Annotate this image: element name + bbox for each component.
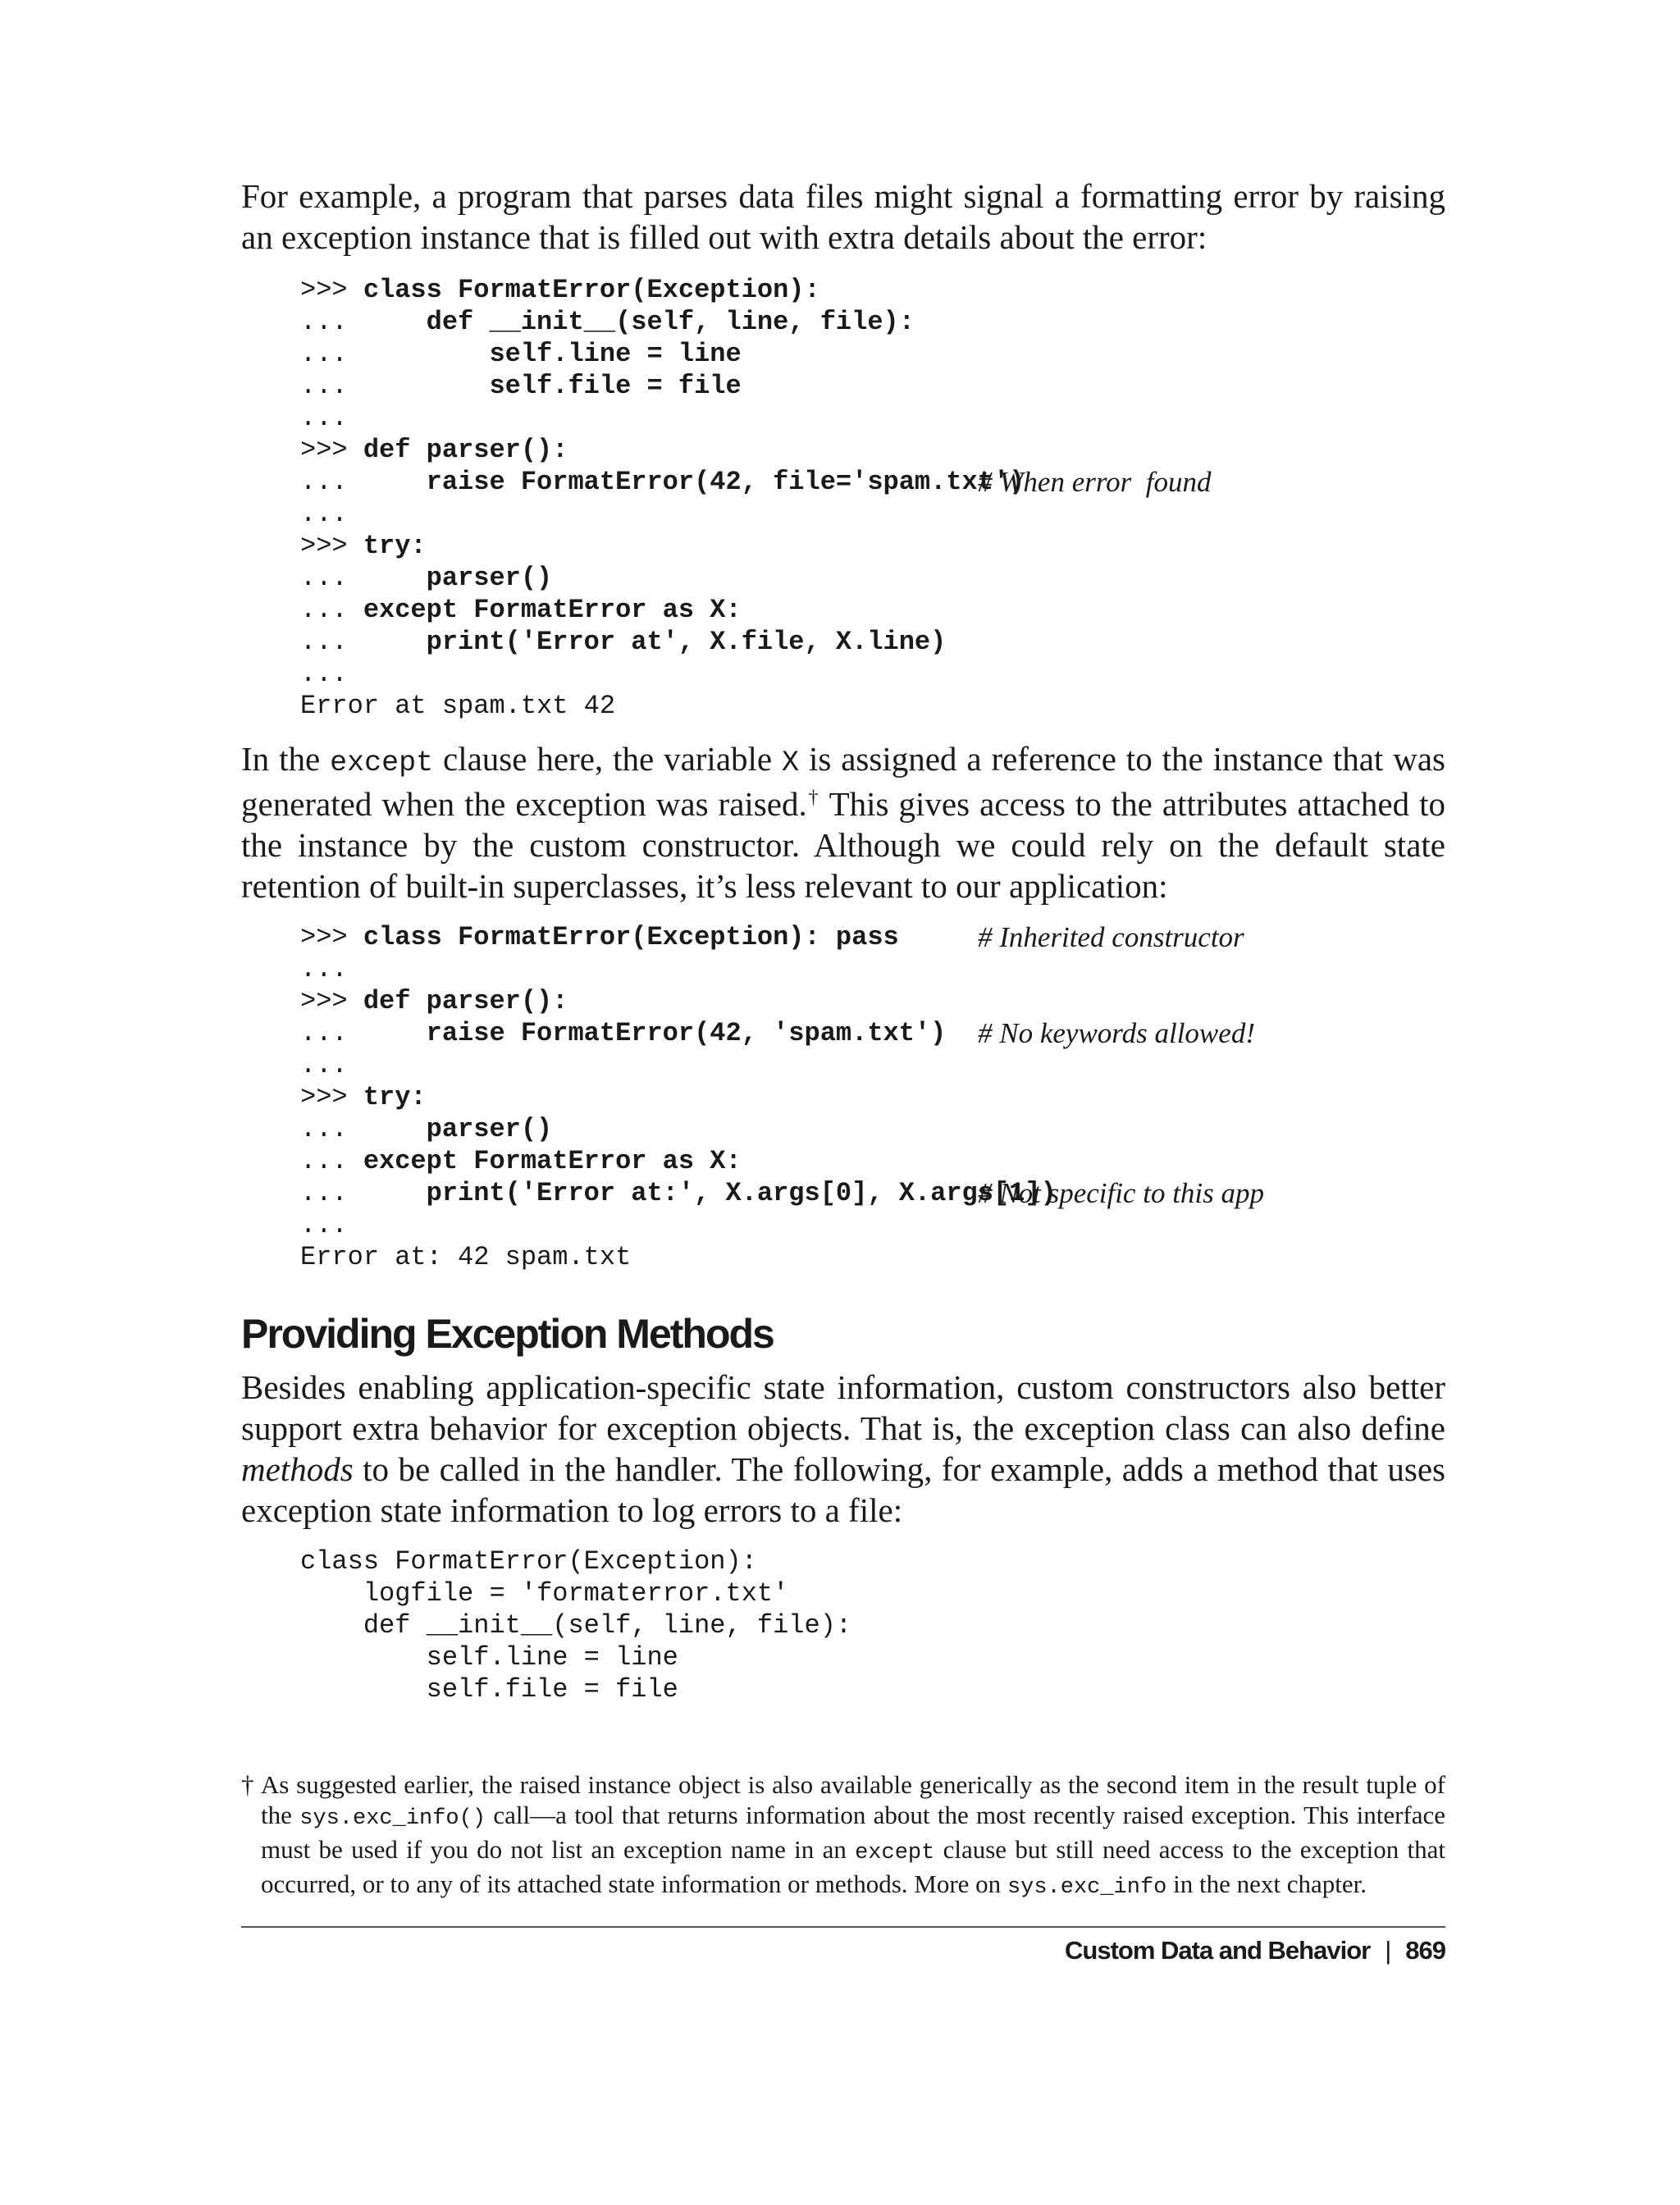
code-line <box>300 953 1445 985</box>
code-line <box>300 1209 1445 1241</box>
code-prompt: Error at: 42 spam.txt <box>300 1242 632 1272</box>
code-prompt: ... <box>300 467 427 497</box>
code-prompt: ... <box>300 954 348 984</box>
code-line <box>300 402 1445 434</box>
footer-separator: | <box>1385 1936 1391 1965</box>
except-clause-paragraph: In the except clause here, the variable X is assigned a reference to the instance that was generated when the exception was raised.† This gives access to the attributes attached to the instance by the custom constructor. Although we could rely on the default state retention of built-in superclasses, it’s less relevant to our application: <box>241 740 1445 905</box>
page-content <box>241 176 1445 1965</box>
code-prompt: ... <box>300 371 490 401</box>
code-line <box>300 985 1445 1017</box>
intro-paragraph: For example, a program that parses data files might signal a formatting error by raising an exception instance that is filled out with extra details about the error: <box>241 177 1445 256</box>
code-line <box>300 562 1445 594</box>
code-line <box>300 434 1445 466</box>
code-prompt: ... <box>300 595 363 625</box>
code-prompt: ... <box>300 563 427 593</box>
code-line: self.line = line <box>300 1642 678 1673</box>
code-block-format-error <box>241 274 1445 722</box>
code-line <box>300 1241 1445 1273</box>
code-line: def __init__(self, line, file): <box>300 1610 852 1641</box>
code-block-logfile-class <box>241 1545 1445 1705</box>
code-line <box>300 1049 1445 1081</box>
code-line: logfile = 'formaterror.txt' <box>300 1578 789 1609</box>
code-statement: def parser(): <box>363 986 568 1016</box>
code-prompt: >>> <box>300 435 363 465</box>
code-line <box>300 306 1445 338</box>
code-prompt: ... <box>300 339 490 369</box>
code-prompt: ... <box>300 659 348 689</box>
code-prompt: ... <box>300 627 427 657</box>
code-comment: # No keywords allowed! <box>978 1017 1255 1049</box>
code-statement: self.line = line <box>489 339 742 369</box>
code-line <box>300 274 1445 306</box>
code-statement: parser() <box>426 563 553 593</box>
code-statement: raise FormatError(42, 'spam.txt') <box>426 1018 947 1048</box>
code-prompt: >>> <box>300 531 363 561</box>
code-prompt: Error at spam.txt 42 <box>300 691 616 721</box>
emphasis-methods: methods <box>241 1450 354 1488</box>
inline-code-except-footnote: except <box>855 1841 935 1865</box>
code-prompt: ... <box>300 1178 427 1208</box>
footnote-mark: † <box>241 1770 255 1799</box>
code-line <box>300 1113 1445 1145</box>
code-prompt: >>> <box>300 922 363 952</box>
inline-code-sys-exc-info-call: sys.exc_info() <box>299 1806 486 1831</box>
page-footer <box>241 1936 1445 1965</box>
code-prompt: >>> <box>300 275 363 305</box>
code-line <box>300 530 1445 562</box>
code-statement: class FormatError(Exception): <box>363 275 820 305</box>
code-line <box>300 1081 1445 1113</box>
code-line <box>300 658 1445 690</box>
code-block-inherited-constructor <box>241 921 1445 1273</box>
code-prompt: >>> <box>300 1082 363 1112</box>
inline-code-except: except <box>330 746 434 779</box>
code-prompt: ... <box>300 403 348 433</box>
footnote-reference: † <box>806 787 820 809</box>
code-line <box>300 466 1445 498</box>
section-title: Providing Exception Methods <box>241 1311 774 1357</box>
code-prompt: ... <box>300 1146 363 1176</box>
methods-paragraph: Besides enabling application-specific state information, custom constructors also better support extra behavior for exception objects. That is, the exception class can also define methods to be called in the handler. The following, for example, adds a method that uses exception state information to log errors to a file: <box>241 1368 1445 1529</box>
code-statement: print('Error at:', X.args[0], X.args[1]) <box>426 1178 1057 1208</box>
code-line <box>300 690 1445 722</box>
code-line <box>300 498 1445 530</box>
code-line <box>300 1177 1445 1209</box>
inline-code-x: X <box>782 746 800 779</box>
inline-code-sys-exc-info: sys.exc_info <box>1007 1875 1167 1900</box>
code-line <box>300 921 1445 953</box>
code-prompt: ... <box>300 1210 348 1240</box>
code-comment: # When error found <box>978 466 1212 498</box>
page-number: 869 <box>1405 1936 1445 1965</box>
code-statement: try: <box>363 531 427 561</box>
code-statement: def parser(): <box>363 435 568 465</box>
code-statement: print('Error at', X.file, X.line) <box>426 627 947 657</box>
code-statement: raise FormatError(42, file='spam.txt') <box>426 467 1025 497</box>
code-prompt: ... <box>300 1018 427 1048</box>
code-line <box>300 338 1445 370</box>
code-line <box>300 370 1445 402</box>
code-prompt: ... <box>300 499 348 529</box>
code-statement: parser() <box>426 1114 553 1144</box>
code-line <box>300 594 1445 626</box>
code-prompt: >>> <box>300 986 363 1016</box>
code-statement: try: <box>363 1082 427 1112</box>
code-comment: # Inherited constructor <box>978 921 1244 953</box>
code-line <box>300 1017 1445 1049</box>
code-line: class FormatError(Exception): <box>300 1546 757 1577</box>
footnote: † As suggested earlier, the raised instance object is also available generically as the second item in the result tuple of the sys.exc_info() call—a tool that returns information about the most recently raised exception. This interface must be used if you do not list an exception name in an except clause but still need access to the exception that occurred, or to any of its attached state information or methods. More on sys.exc_info in the next chapter. <box>241 1770 1446 1900</box>
footer-rule <box>241 1926 1445 1928</box>
code-statement: except FormatError as X: <box>363 595 742 625</box>
footer-section-title: Custom Data and Behavior <box>1065 1936 1371 1965</box>
code-statement: def __init__(self, line, file): <box>426 307 915 337</box>
code-comment: # Not specific to this app <box>978 1177 1265 1209</box>
code-statement: class FormatError(Exception): pass <box>363 922 899 952</box>
code-prompt: ... <box>300 1050 348 1080</box>
code-prompt: ... <box>300 1114 427 1144</box>
code-statement: except FormatError as X: <box>363 1146 742 1176</box>
code-line: self.file = file <box>300 1674 678 1705</box>
code-prompt: ... <box>300 307 427 337</box>
code-statement: self.file = file <box>489 371 742 401</box>
code-line <box>300 1145 1445 1177</box>
code-line <box>300 626 1445 658</box>
